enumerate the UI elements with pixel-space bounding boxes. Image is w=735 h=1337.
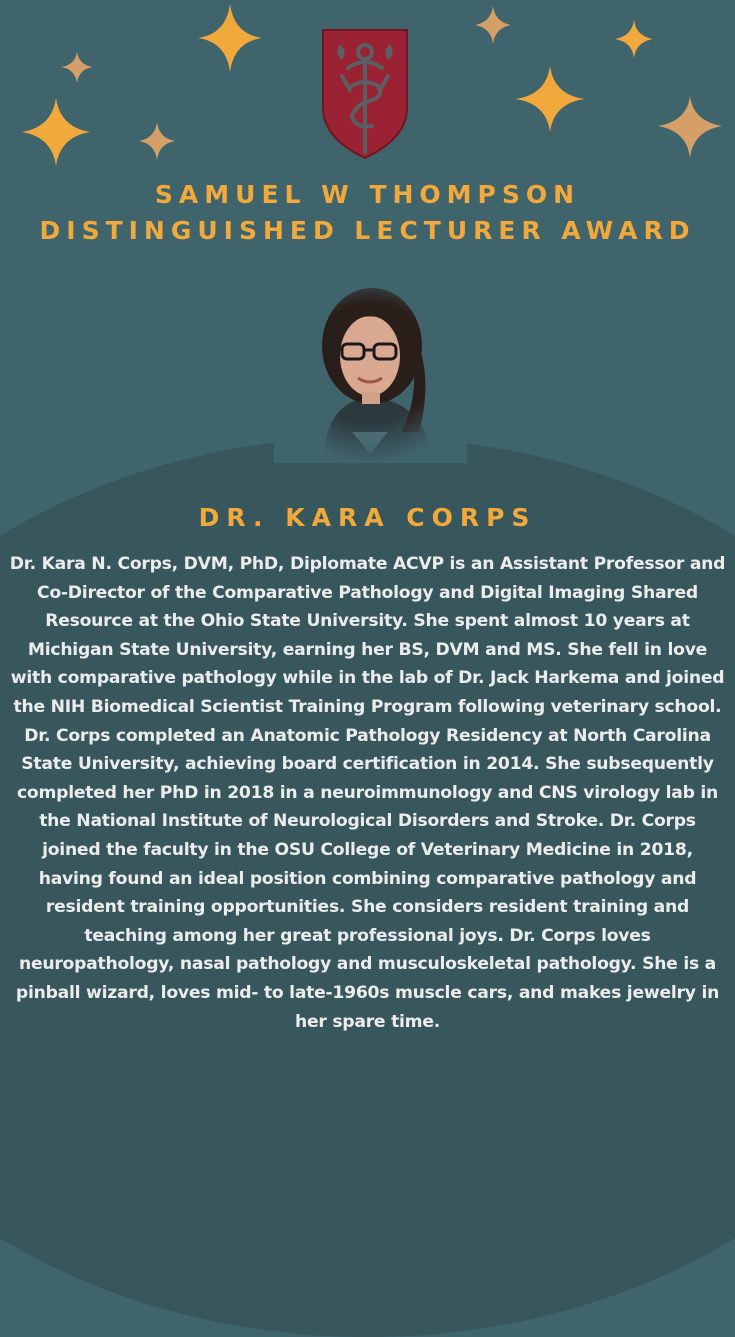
award-title-line-1: SAMUEL W THOMPSON (154, 180, 581, 209)
sparkle-star-icon (515, 66, 585, 132)
veterinary-shield-crest-icon (320, 26, 410, 161)
sparkle-star-icon (198, 4, 262, 72)
sparkle-star-icon (615, 20, 653, 58)
sparkle-star-icon (475, 6, 511, 44)
lecturer-bio: Dr. Kara N. Corps, DVM, PhD, Diplomate ACVP is an Assistant Professor and Co-Director of the Comparative Pathology and Digital Imaging Shared Resource at the Ohio State University. She spent almost 10 years at Michigan State University, earning her BS, DVM and MS. She fell in love with comparative pathology while in the lab of Dr. Jack Harkema and joined the NIH Biomedical Scientist Training Program following veterinary school. Dr. Corps completed an Anatomic Pathology Residency at North Carolina State University, achieving board certification in 2014. She subsequently completed her PhD in 2018 in a neuroimmunology and CNS virology lab in the National Institute of Neurological Disorders and Stroke. Dr. Corps joined the faculty in the OSU College of Veterinary Medicine in 2018, having found an ideal position combining comparative pathology and resident training opportunities. She considers resident training and teaching among her great professional joys. Dr. Corps loves neuropathology, nasal pathology and musculoskeletal pathology. She is a pinball wizard, loves mid- to late-1960s muscle cars, and makes jewelry in her spare time. (9, 554, 726, 1032)
sparkle-star-icon (658, 96, 722, 158)
sparkle-star-icon (22, 98, 90, 166)
lecturer-name: DR. KARA CORPS (198, 503, 537, 532)
sparkle-star-icon (139, 122, 175, 160)
portrait-photo (274, 282, 467, 463)
award-title-line-2: DISTINGUISHED LECTURER AWARD (39, 216, 696, 245)
sparkle-star-icon (61, 52, 93, 83)
